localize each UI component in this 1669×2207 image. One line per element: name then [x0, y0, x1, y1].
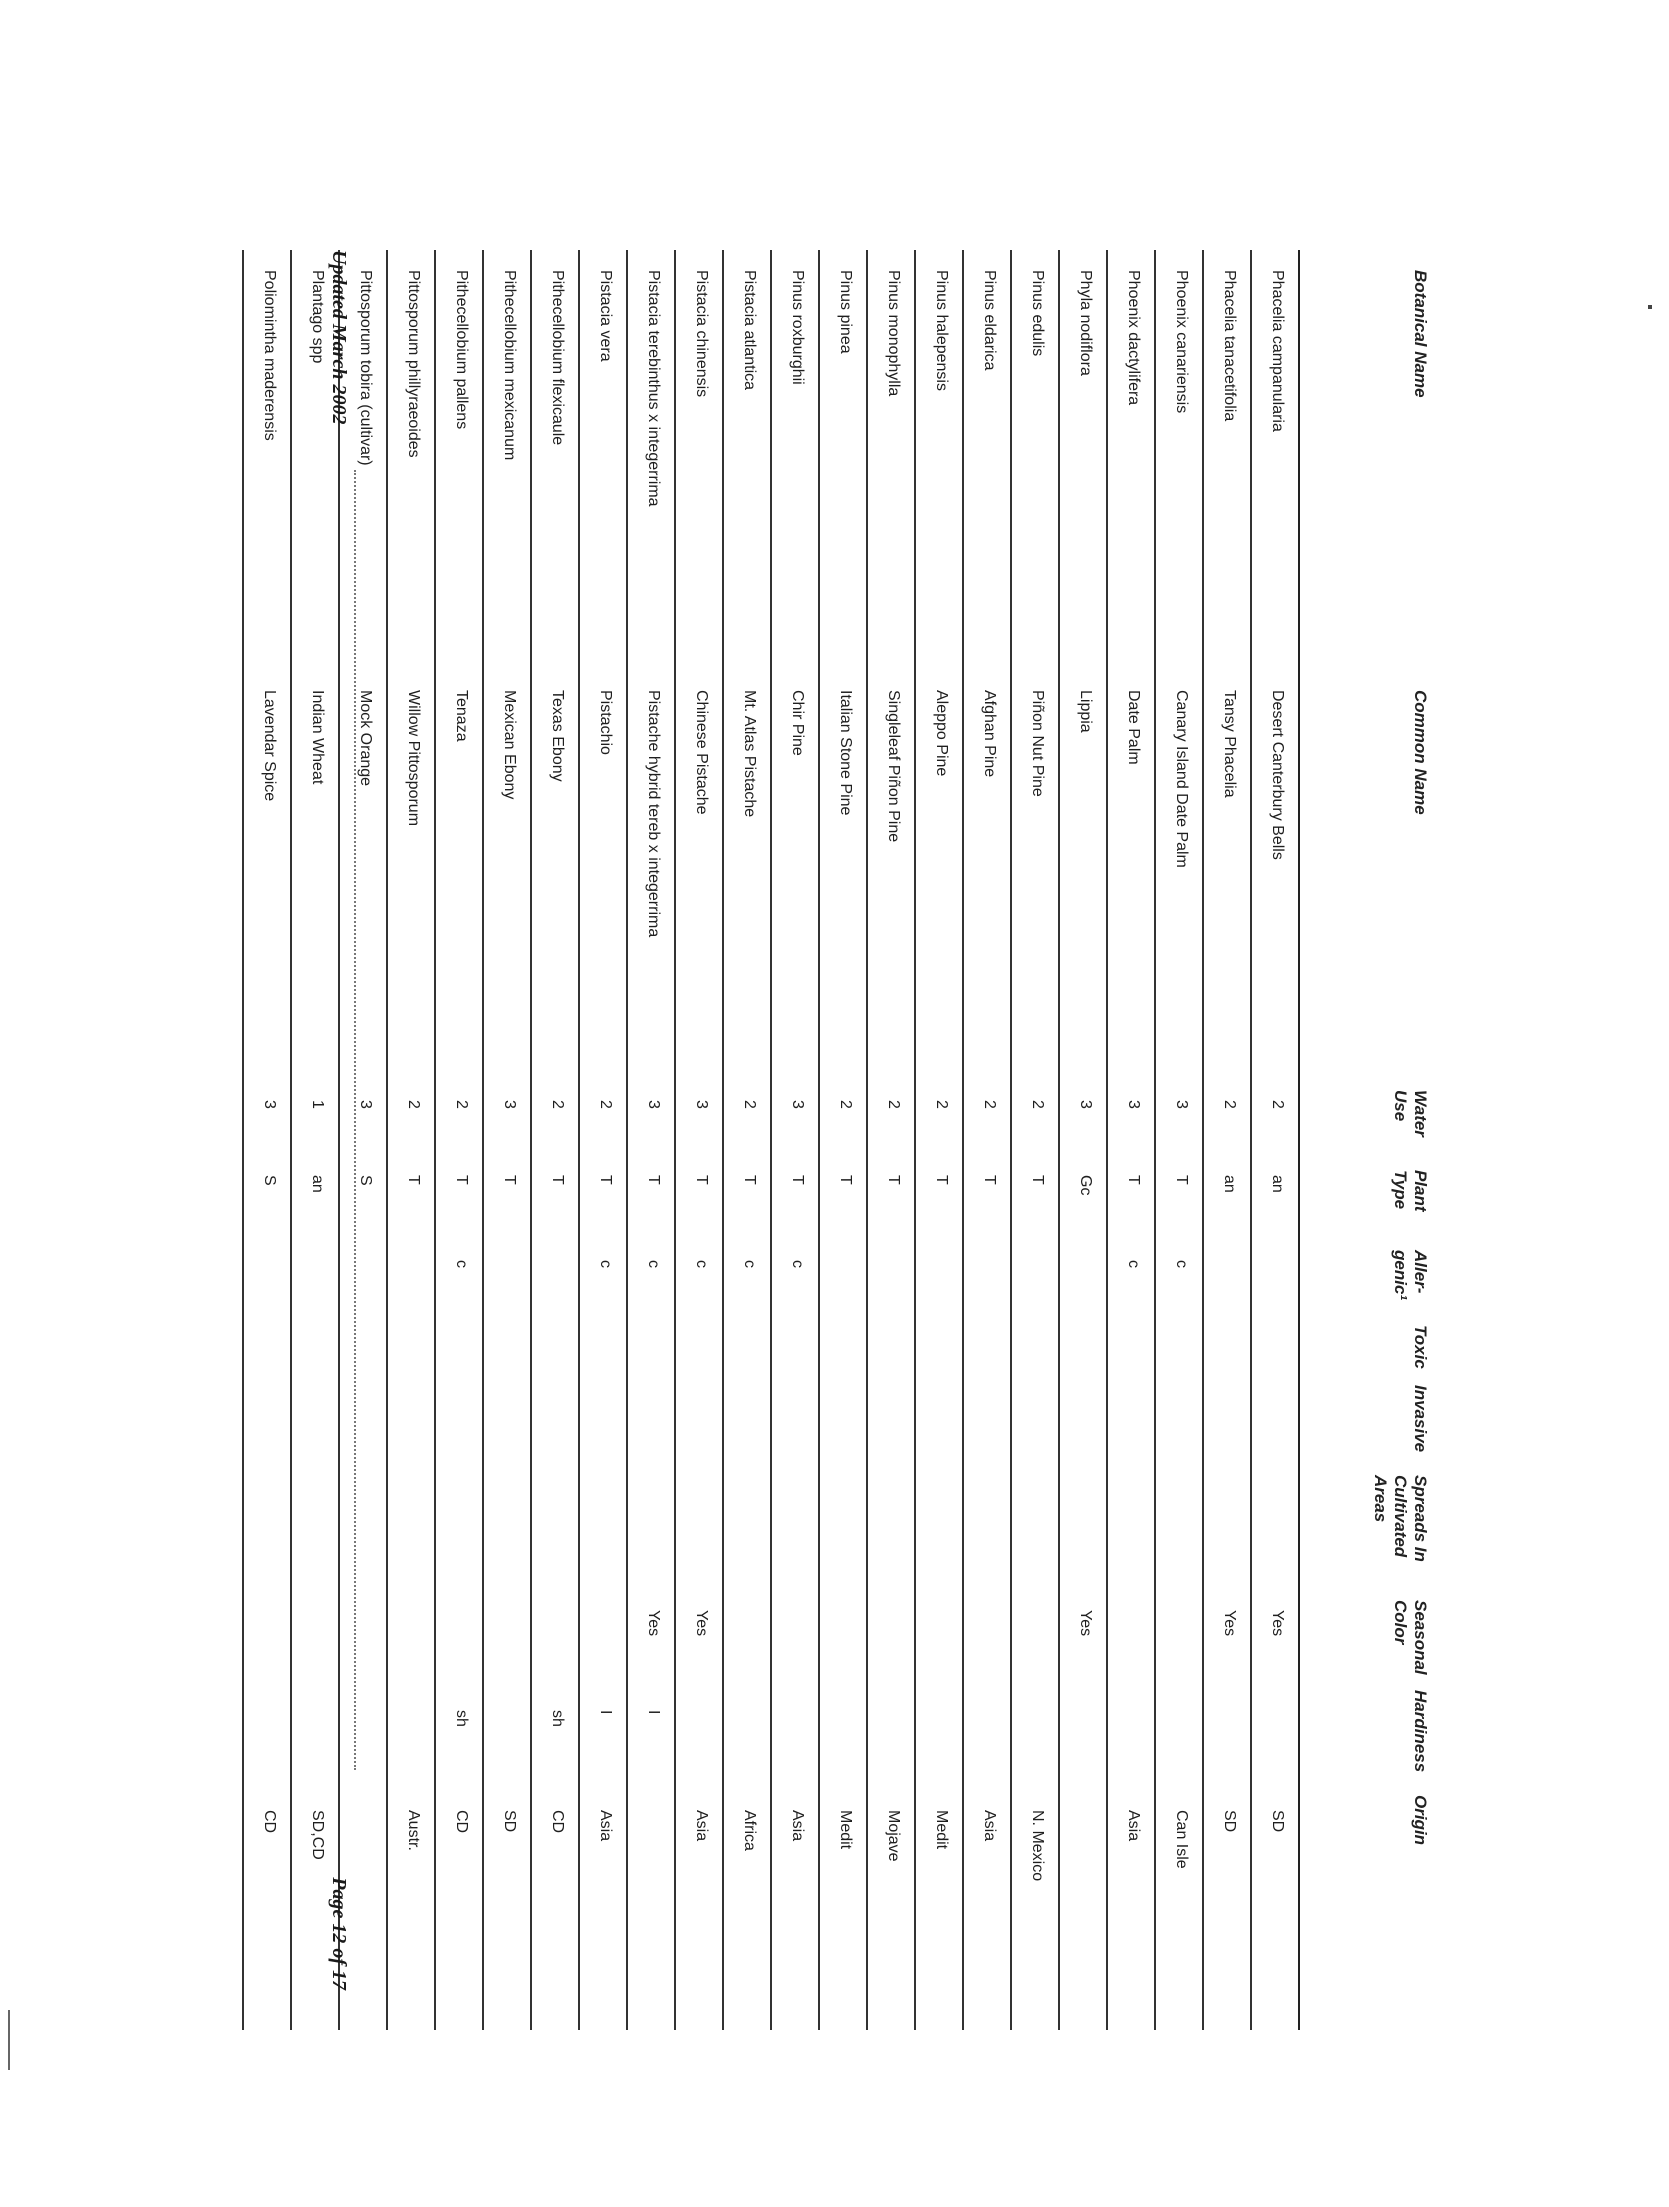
cell-water: 2	[933, 1100, 950, 1109]
cell-common: Pistache hybrid tereb x integerrima	[645, 690, 662, 938]
cell-water: 2	[453, 1100, 470, 1109]
cell-origin: SD	[501, 1810, 518, 1833]
cell-aller: c	[597, 1260, 614, 1268]
table-row	[626, 250, 676, 2030]
header-seasonal-color: Seasonal Color	[1391, 1600, 1430, 1675]
cell-water: 2	[1029, 1100, 1046, 1109]
header-hardiness: Hardiness	[1411, 1690, 1430, 1773]
table-row	[1202, 250, 1252, 2030]
cell-water: 2	[837, 1100, 854, 1109]
cell-origin: Asia	[597, 1810, 614, 1842]
cell-botanical: Pithecellobium flexicaule	[549, 270, 566, 446]
cell-botanical: Poliomintha maderensis	[261, 270, 278, 441]
cell-aller: c	[645, 1260, 662, 1268]
cell-plant: T	[741, 1175, 758, 1185]
cell-seasonal: Yes	[1077, 1610, 1094, 1637]
cell-origin: CD	[261, 1810, 278, 1834]
cell-common: Willow Pittosporum	[405, 690, 422, 827]
table-row	[386, 250, 436, 2030]
cell-plant: Gc	[1077, 1175, 1094, 1196]
cell-origin: CD	[453, 1810, 470, 1834]
cell-botanical: Pithecellobium pallens	[453, 270, 470, 430]
cell-botanical: Pistacia atlantica	[741, 270, 758, 391]
cell-aller: c	[1173, 1260, 1190, 1268]
header-spreads: Spreads In Cultivated Areas	[1371, 1475, 1430, 1562]
cell-common: Piñon Nut Pine	[1029, 690, 1046, 797]
table-row	[1154, 250, 1204, 2030]
cell-water: 2	[405, 1100, 422, 1109]
page-number: Page 12 of 17	[328, 1877, 350, 1990]
cell-plant: T	[981, 1175, 998, 1185]
cell-plant: T	[1125, 1175, 1142, 1185]
cell-water: 2	[549, 1100, 566, 1109]
rotated-table-page	[210, 250, 1450, 2030]
table-row	[530, 250, 580, 2030]
cell-plant: T	[1029, 1175, 1046, 1185]
cell-plant: T	[1173, 1175, 1190, 1185]
cell-botanical: Pistacia terebinthus x integerrima	[645, 270, 662, 507]
cell-aller: c	[789, 1260, 806, 1268]
cell-common: Texas Ebony	[549, 690, 566, 782]
table-row	[482, 250, 532, 2030]
cell-origin: Asia	[693, 1810, 710, 1842]
cell-water: 3	[645, 1100, 662, 1109]
cell-common: Mexican Ebony	[501, 690, 518, 800]
cell-origin: Asia	[1125, 1810, 1142, 1842]
cell-aller: c	[741, 1260, 758, 1268]
cell-aller: c	[693, 1260, 710, 1268]
updated-date: Updated March 2002	[328, 250, 350, 425]
cell-water: 2	[597, 1100, 614, 1109]
cell-plant: an	[309, 1175, 326, 1193]
cell-origin: Can Isle	[1173, 1810, 1190, 1869]
cell-plant: T	[501, 1175, 518, 1185]
cell-plant: T	[645, 1175, 662, 1185]
cell-botanical: Plantago spp	[309, 270, 326, 364]
table-row	[674, 250, 724, 2030]
cell-botanical: Pinus halepensis	[933, 270, 950, 391]
cell-plant: T	[885, 1175, 902, 1185]
cell-plant: an	[1221, 1175, 1238, 1193]
cell-water: 2	[741, 1100, 758, 1109]
cell-origin: Mojave	[885, 1810, 902, 1862]
cell-water: 3	[1173, 1100, 1190, 1109]
cell-plant: T	[789, 1175, 806, 1185]
cell-water: 3	[501, 1100, 518, 1109]
cell-seasonal: Yes	[645, 1610, 662, 1637]
table-row	[722, 250, 772, 2030]
cell-common: Tansy Phacelia	[1221, 690, 1238, 798]
cell-common: Lippia	[1077, 690, 1094, 733]
table-row	[1250, 250, 1300, 2030]
cell-water: 3	[357, 1100, 374, 1109]
table-row	[818, 250, 868, 2030]
cell-water: 2	[885, 1100, 902, 1109]
cell-botanical: Pithecellobium mexicanum	[501, 270, 518, 461]
header-water-use: Water Use	[1391, 1090, 1430, 1137]
table-row	[914, 250, 964, 2030]
cell-water: 2	[981, 1100, 998, 1109]
header-toxic: Toxic	[1411, 1325, 1430, 1369]
cell-origin: SD,CD	[309, 1810, 326, 1860]
table-row	[770, 250, 820, 2030]
cell-aller: c	[1125, 1260, 1142, 1268]
cell-botanical: Pinus eldarica	[981, 270, 998, 371]
cell-common: Italian Stone Pine	[837, 690, 854, 816]
cell-common: Canary Island Date Palm	[1173, 690, 1190, 868]
scan-dot	[1648, 305, 1652, 309]
cell-botanical: Phoenix canariensis	[1173, 270, 1190, 414]
footer-scan-noise	[352, 470, 356, 1770]
header-common-name: Common Name	[1411, 690, 1430, 815]
cell-botanical: Pinus roxburghii	[789, 270, 806, 385]
header-plant-type: Plant Type	[1391, 1170, 1430, 1212]
table-row	[962, 250, 1012, 2030]
cell-origin: SD	[1221, 1810, 1238, 1833]
cell-common: Tenaza	[453, 690, 470, 742]
cell-hardiness: I	[645, 1710, 662, 1715]
cell-plant: T	[837, 1175, 854, 1185]
cell-botanical: Pinus edulis	[1029, 270, 1046, 357]
header-allergenic: Aller- genic¹	[1391, 1250, 1430, 1301]
table-row	[434, 250, 484, 2030]
cell-botanical: Pistacia chinensis	[693, 270, 710, 398]
cell-botanical: Phoenix dactylifera	[1125, 270, 1142, 406]
cell-water: 2	[1269, 1100, 1286, 1109]
table-row	[242, 250, 292, 2030]
cell-origin: SD	[1269, 1810, 1286, 1833]
page-footer	[300, 250, 360, 2030]
cell-water: 3	[693, 1100, 710, 1109]
table-row	[578, 250, 628, 2030]
cell-plant: T	[597, 1175, 614, 1185]
cell-plant: T	[933, 1175, 950, 1185]
cell-water: 3	[261, 1100, 278, 1109]
cell-hardiness: I	[597, 1710, 614, 1715]
cell-botanical: Pistacia vera	[597, 270, 614, 362]
cell-hardiness: sh	[549, 1710, 566, 1727]
cell-common: Singleleaf Piñon Pine	[885, 690, 902, 843]
header-origin: Origin	[1411, 1795, 1430, 1846]
cell-origin: Medit	[837, 1810, 854, 1850]
cell-plant: T	[549, 1175, 566, 1185]
table-header	[1298, 250, 1450, 2030]
cell-hardiness: sh	[453, 1710, 470, 1727]
cell-origin: CD	[549, 1810, 566, 1834]
cell-botanical: Pittosporum tobira (cultivar)	[357, 270, 374, 466]
cell-seasonal: Yes	[1269, 1610, 1286, 1637]
header-botanical-name: Botanical Name	[1411, 270, 1430, 398]
cell-origin: Africa	[741, 1810, 758, 1851]
cell-common: Desert Canterbury Bells	[1269, 690, 1286, 860]
cell-common: Pistachio	[597, 690, 614, 755]
cell-plant: T	[453, 1175, 470, 1185]
header-invasive: Invasive	[1411, 1385, 1430, 1453]
cell-botanical: Phacelia tanacetifolia	[1221, 270, 1238, 422]
cell-botanical: Pinus pinea	[837, 270, 854, 354]
cell-origin: N. Mexico	[1029, 1810, 1046, 1882]
cell-plant: T	[693, 1175, 710, 1185]
cell-origin: Medit	[933, 1810, 950, 1850]
cell-common: Mock Orange	[357, 690, 374, 787]
table-row	[866, 250, 916, 2030]
cell-origin: Asia	[981, 1810, 998, 1842]
cell-common: Date Palm	[1125, 690, 1142, 765]
cell-botanical: Phacelia campanularia	[1269, 270, 1286, 432]
table-row	[1010, 250, 1060, 2030]
cell-plant: S	[261, 1175, 278, 1186]
cell-aller: c	[453, 1260, 470, 1268]
cell-seasonal: Yes	[693, 1610, 710, 1637]
scan-mark	[8, 2010, 10, 2070]
cell-common: Indian Wheat	[309, 690, 326, 785]
cell-common: Chir Pine	[789, 690, 806, 756]
cell-water: 3	[1125, 1100, 1142, 1109]
cell-common: Chinese Pistache	[693, 690, 710, 815]
table-row	[1106, 250, 1156, 2030]
cell-water: 1	[309, 1100, 326, 1109]
cell-water: 3	[789, 1100, 806, 1109]
cell-seasonal: Yes	[1221, 1610, 1238, 1637]
table-row	[1058, 250, 1108, 2030]
cell-origin: Austr.	[405, 1810, 422, 1851]
cell-plant: an	[1269, 1175, 1286, 1193]
cell-common: Lavendar Spice	[261, 690, 278, 802]
cell-water: 3	[1077, 1100, 1094, 1109]
cell-common: Aleppo Pine	[933, 690, 950, 777]
cell-common: Afghan Pine	[981, 690, 998, 778]
cell-plant: T	[405, 1175, 422, 1185]
cell-common: Mt. Atlas Pistache	[741, 690, 758, 818]
cell-plant: S	[357, 1175, 374, 1186]
cell-origin: Asia	[789, 1810, 806, 1842]
cell-water: 2	[1221, 1100, 1238, 1109]
cell-botanical: Pittosporum phillyraeoides	[405, 270, 422, 458]
cell-botanical: Phyla nodiflora	[1077, 270, 1094, 376]
cell-botanical: Pinus monophylla	[885, 270, 902, 397]
